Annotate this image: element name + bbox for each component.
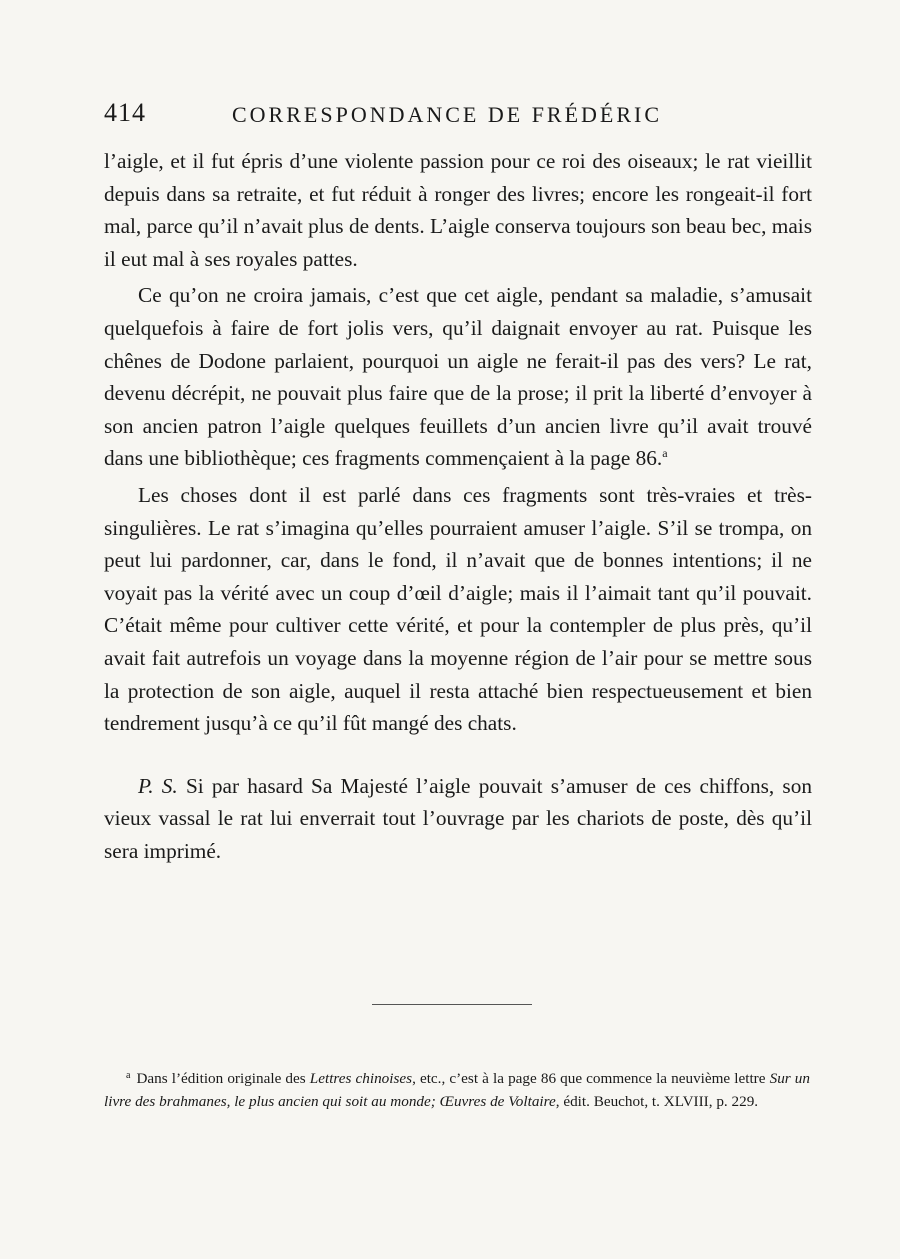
footnote-divider bbox=[372, 1004, 532, 1005]
footnote-title-1: Lettres chinoises bbox=[309, 1070, 413, 1087]
page-header bbox=[104, 98, 810, 138]
footnote bbox=[104, 1068, 810, 1113]
footnote-title-2: Sur un livre des brahmanes, le plus ancien qui soit au monde; Œuvres de Voltaire bbox=[104, 1070, 810, 1110]
footnote-reference: a bbox=[662, 446, 668, 461]
paragraph-3: Les choses dont il est parlé dans ces fragments sont très-vraies et très-singulières. Le rat s’imagina qu’elles pourraient amuser l’aigle. S’il se trompa, on peut lui pardonner, car, dans le fond, il n’avait que de bonnes intentions; il ne voyait pas la vérité avec un coup d’œil d’aigle; mais il l’aimait tant qu’il pouvait. C’était même pour cultiver cette vérité, et pour la contempler de plus près, qu’il avait fait autrefois un voyage dans la moyenne région de l’air pour se mettre sous la protection de son aigle, auquel il resta attaché bien respectueusement et bien tendrement jusqu’à ce qu’il fût mangé des chats. bbox=[104, 482, 812, 736]
paragraph-2 bbox=[104, 279, 812, 475]
main-text bbox=[104, 145, 812, 867]
paragraph-2-text: Ce qu’on ne croira jamais, c’est que cet aigle, pendant sa maladie, s’amusait quelquefois à faire de fort jolis vers, qu’il daignait envoyer au rat. Puisque les chênes de Dodone parlaient, pourquoi un aigle ne ferait-il pas des vers? Le rat, devenu décrépit, ne pouvait plus faire que de la prose; il prit la liberté d’envoyer à son ancien patron l’aigle quelques feuillets d’un ancien livre qu’il avait trouvé dans une bibliothèque; ces fragments commençaient à la page 86. bbox=[104, 283, 812, 471]
footnote-text-3: , édit. Beuchot, t. XLVIII, p. 229. bbox=[555, 1092, 759, 1110]
footnote-mark: a bbox=[126, 1070, 131, 1081]
postscript bbox=[104, 770, 812, 868]
postscript-text: Si par hasard Sa Majesté l’aigle pouvait s’amuser de ces chiffons, son vieux vassal le rat lui enverrait tout l’ouvrage par les chariots de poste, dès qu’il sera imprimé. bbox=[104, 773, 812, 863]
running-title: CORRESPONDANCE DE FRÉDÉRIC bbox=[232, 102, 663, 127]
footnote-text-1: Dans l’édition originale des bbox=[136, 1070, 310, 1087]
page-number: 414 bbox=[104, 98, 146, 127]
postscript-label: P. S. bbox=[138, 773, 178, 798]
footnote-text-2: , etc., c’est à la page 86 que commence la neuvième lettre bbox=[412, 1070, 770, 1087]
paragraph-1: l’aigle, et il fut épris d’une violente passion pour ce roi des oiseaux; le rat vieillit depuis dans sa retraite, et fut réduit à ronger des livres; encore les rongeait-il fort mal, parce qu’il n’avait plus de dents. L’aigle conserva toujours son beau bec, mais il eut mal à ses royales pattes. bbox=[104, 149, 812, 271]
